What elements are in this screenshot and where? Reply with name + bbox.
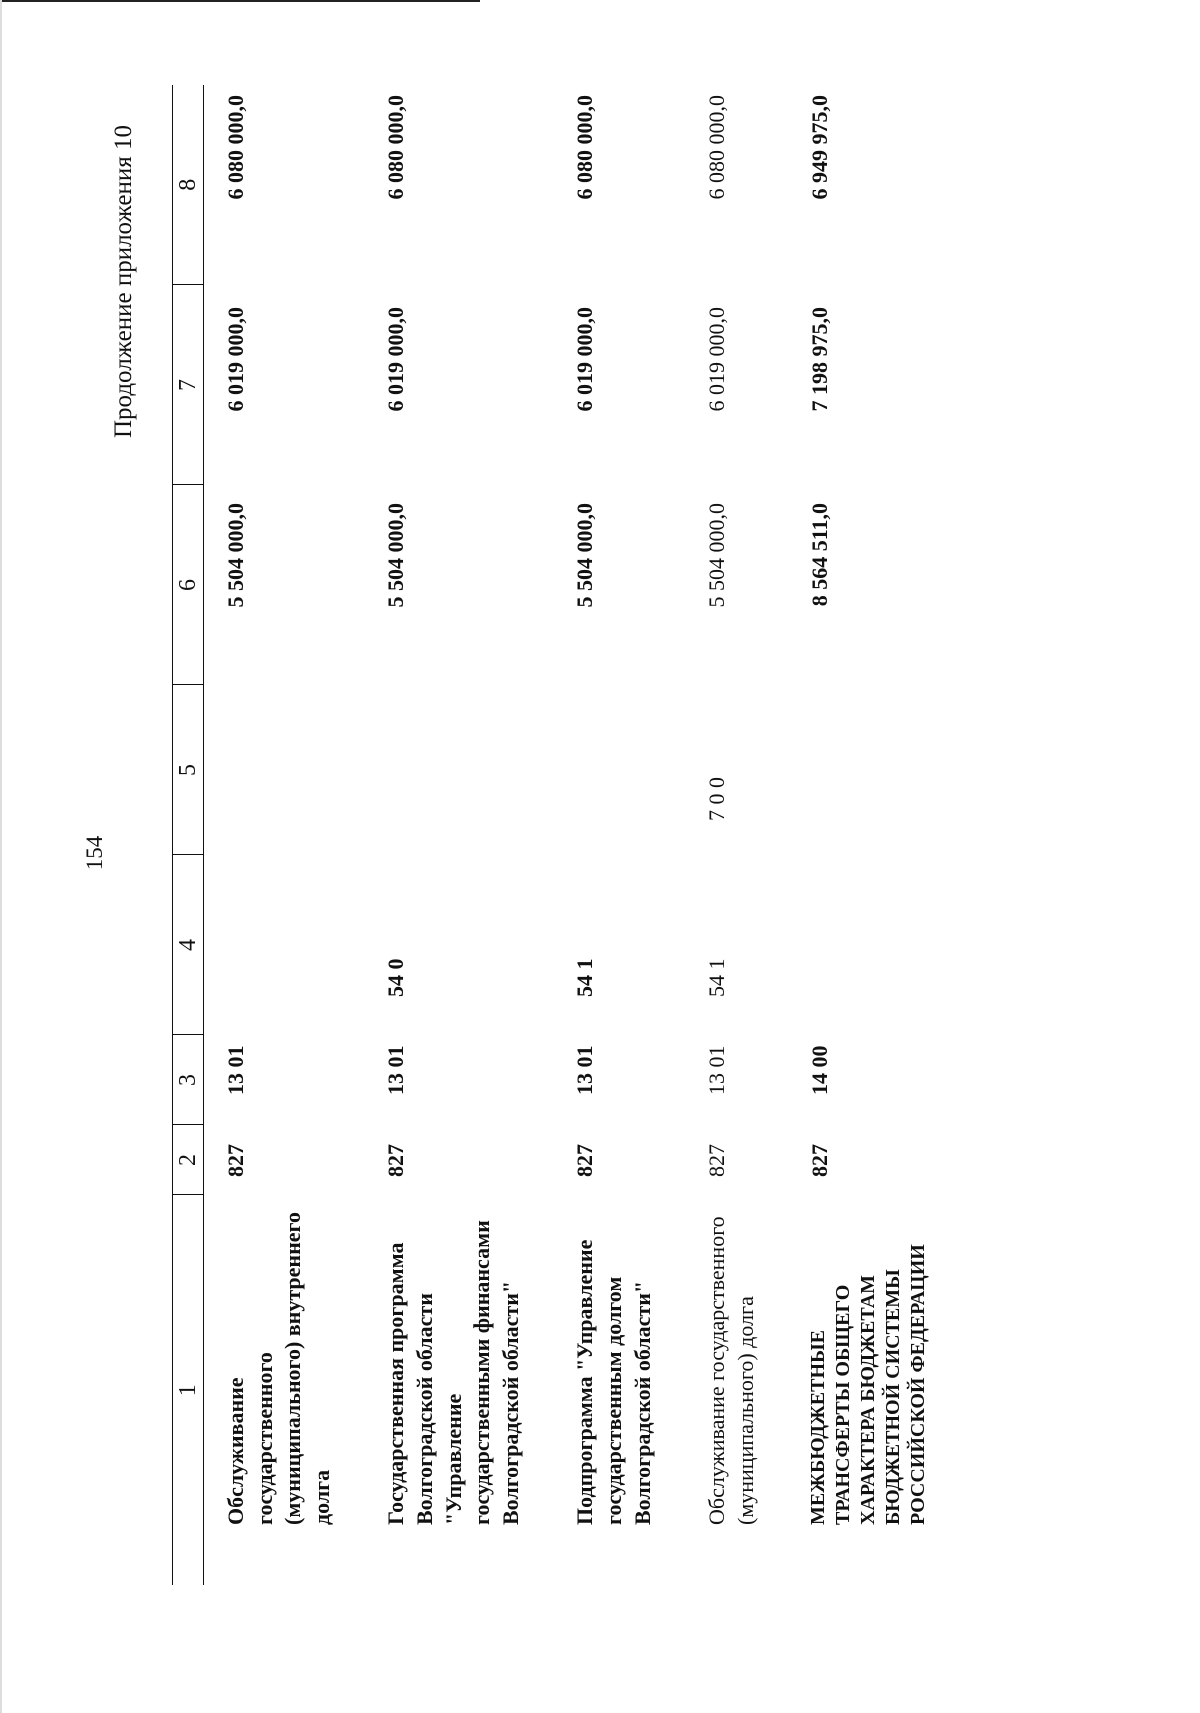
header-col-8: 8 bbox=[173, 85, 204, 285]
row-amount-col7: 6 019 000,0 bbox=[223, 307, 248, 412]
table-header-row bbox=[173, 85, 204, 1585]
row-section-code: 13 01 bbox=[223, 1045, 248, 1095]
row-name: Обслуживание государственного (муниципального) внутреннего долга bbox=[223, 1212, 334, 1525]
row-amount-col6: 5 504 000,0 bbox=[704, 503, 730, 608]
row-target-code: 54 1 bbox=[572, 958, 598, 997]
row-name: Обслуживание государственного (муниципального) долга bbox=[704, 1216, 758, 1525]
header-col-2: 2 bbox=[173, 1125, 204, 1195]
row-section-code: 13 01 bbox=[572, 1045, 598, 1095]
row-amount-col7: 7 198 975,0 bbox=[807, 307, 833, 412]
row-amount-col6: 5 504 000,0 bbox=[383, 503, 409, 608]
page-number: 154 bbox=[82, 835, 107, 871]
table-row bbox=[204, 85, 365, 1585]
row-amount-col8: 6 080 000,0 bbox=[704, 95, 730, 200]
appendix-caption: Продолжение приложения 10 bbox=[110, 125, 137, 439]
row-amount-col6: 8 564 511,0 bbox=[807, 503, 833, 607]
row-expense-type bbox=[788, 685, 959, 855]
row-target-code bbox=[204, 855, 365, 1035]
row-expense-type bbox=[364, 685, 553, 855]
header-col-1: 1 bbox=[173, 1195, 204, 1585]
row-amount-col8: 6 080 000,0 bbox=[223, 95, 248, 200]
header-col-3: 3 bbox=[173, 1035, 204, 1125]
row-section-code: 14 00 bbox=[807, 1045, 833, 1095]
table-row bbox=[788, 85, 959, 1585]
row-target-code bbox=[788, 855, 959, 1035]
header-col-7: 7 bbox=[173, 285, 204, 485]
row-section-code: 13 01 bbox=[704, 1045, 730, 1095]
row-amount-col7: 6 019 000,0 bbox=[704, 307, 730, 412]
header-col-5: 5 bbox=[173, 685, 204, 855]
row-expense-type bbox=[204, 685, 365, 855]
row-section-code: 13 01 bbox=[383, 1045, 409, 1095]
row-expense-type: 7 0 0 bbox=[704, 777, 730, 821]
row-ministry-code: 827 bbox=[223, 1144, 248, 1177]
budget-table bbox=[172, 85, 959, 1585]
row-ministry-code: 827 bbox=[807, 1144, 833, 1177]
row-name: Государственная программа Волгоградской области "Управление государственными финансами Волгоградской области" bbox=[383, 1220, 523, 1525]
budget-table-container bbox=[172, 85, 959, 1585]
row-name: МЕЖБЮДЖЕТНЫЕ ТРАНСФЕРТЫ ОБЩЕГО ХАРАКТЕРА БЮДЖЕТАМ БЮДЖЕТНОЙ СИСТЕМЫ РОССИЙСКОЙ ФЕДЕРАЦИИ bbox=[807, 1244, 930, 1525]
row-name: Подпрограмма "Управление государственным долгом Волгоградской области" bbox=[572, 1239, 655, 1525]
header-col-6: 6 bbox=[173, 485, 204, 685]
row-amount-col8: 6 080 000,0 bbox=[383, 95, 409, 200]
row-ministry-code: 827 bbox=[572, 1144, 598, 1177]
row-target-code: 54 0 bbox=[383, 958, 409, 997]
row-amount-col6: 5 504 000,0 bbox=[572, 503, 598, 608]
row-amount-col8: 6 080 000,0 bbox=[572, 95, 598, 200]
row-amount-col7: 6 019 000,0 bbox=[572, 307, 598, 412]
row-expense-type bbox=[553, 685, 685, 855]
header-col-4: 4 bbox=[173, 855, 204, 1035]
table-row bbox=[553, 85, 685, 1585]
row-amount-col6: 5 504 000,0 bbox=[223, 503, 248, 608]
row-target-code: 54 1 bbox=[704, 958, 730, 997]
row-amount-col7: 6 019 000,0 bbox=[383, 307, 409, 412]
table-row bbox=[364, 85, 553, 1585]
row-ministry-code: 827 bbox=[704, 1144, 730, 1177]
table-row bbox=[685, 85, 788, 1585]
row-ministry-code: 827 bbox=[383, 1144, 409, 1177]
row-amount-col8: 6 949 975,0 bbox=[807, 95, 833, 200]
